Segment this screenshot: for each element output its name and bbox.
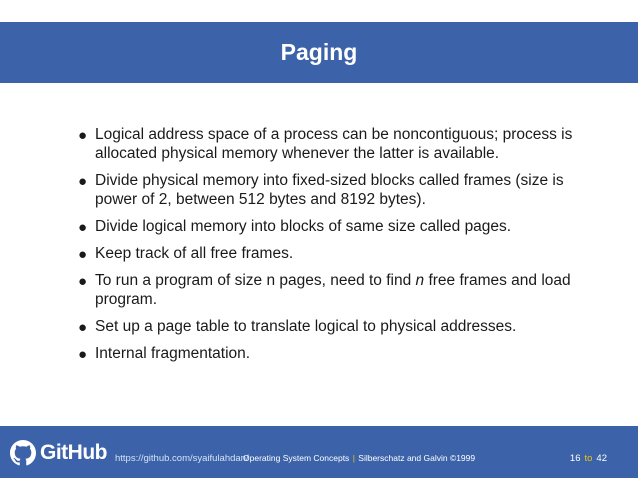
footer-bar bbox=[0, 426, 638, 478]
footer-authors: Silberschatz and Galvin ©1999 bbox=[358, 453, 476, 463]
bullet-text-pre: To run a program of size n pages, need to find bbox=[95, 272, 416, 289]
title-bar bbox=[0, 22, 638, 83]
bullet-text: Internal fragmentation. bbox=[95, 345, 251, 362]
bullet-item bbox=[76, 317, 576, 336]
footer-url-link[interactable]: https://github.com/syaifulahdan/ bbox=[115, 453, 249, 464]
footer-book-title: Operating System Concepts bbox=[243, 453, 350, 463]
page-to-label: to bbox=[584, 453, 593, 464]
bullet-dot-icon: ● bbox=[78, 173, 88, 190]
bullet-item bbox=[76, 171, 576, 209]
bullet-text: Keep track of all free frames. bbox=[95, 245, 294, 262]
github-logo[interactable] bbox=[10, 440, 107, 466]
bullet-dot-icon: ● bbox=[78, 246, 88, 263]
github-wordmark: GitHub bbox=[40, 441, 107, 464]
bullet-dot-icon: ● bbox=[78, 273, 88, 290]
page-indicator bbox=[570, 453, 607, 464]
bullet-item bbox=[76, 125, 576, 163]
bullet-dot-icon: ● bbox=[78, 127, 88, 144]
bullet-item bbox=[76, 217, 576, 236]
bullet-item bbox=[76, 271, 576, 309]
bullet-text: Set up a page table to translate logical to physical addresses. bbox=[95, 318, 517, 335]
bullet-text-post: free frames and load program. bbox=[95, 272, 571, 308]
bullet-text: Logical address space of a process can be noncontiguous; process is allocated physical memory whenever the latter is available. bbox=[95, 126, 573, 162]
bullet-text: Divide physical memory into fixed-sized blocks called frames (size is power of 2, between 512 bytes and 8192 bytes). bbox=[95, 172, 564, 208]
page-total: 42 bbox=[596, 453, 607, 464]
slide-title: Paging bbox=[280, 39, 358, 65]
page-current: 16 bbox=[569, 453, 581, 464]
bullet-dot-icon: ● bbox=[78, 346, 88, 363]
footer-separator: | bbox=[352, 453, 355, 463]
bullet-text: Divide logical memory into blocks of same size called pages. bbox=[95, 218, 512, 235]
bullet-text-emphasis: n bbox=[415, 272, 425, 289]
footer-credit bbox=[243, 453, 475, 463]
bullet-item bbox=[76, 244, 576, 263]
github-octocat-icon bbox=[10, 440, 36, 466]
bullet-item bbox=[76, 344, 576, 363]
bullet-list bbox=[76, 125, 576, 371]
bullet-dot-icon: ● bbox=[78, 219, 88, 236]
bullet-dot-icon: ● bbox=[78, 319, 88, 336]
